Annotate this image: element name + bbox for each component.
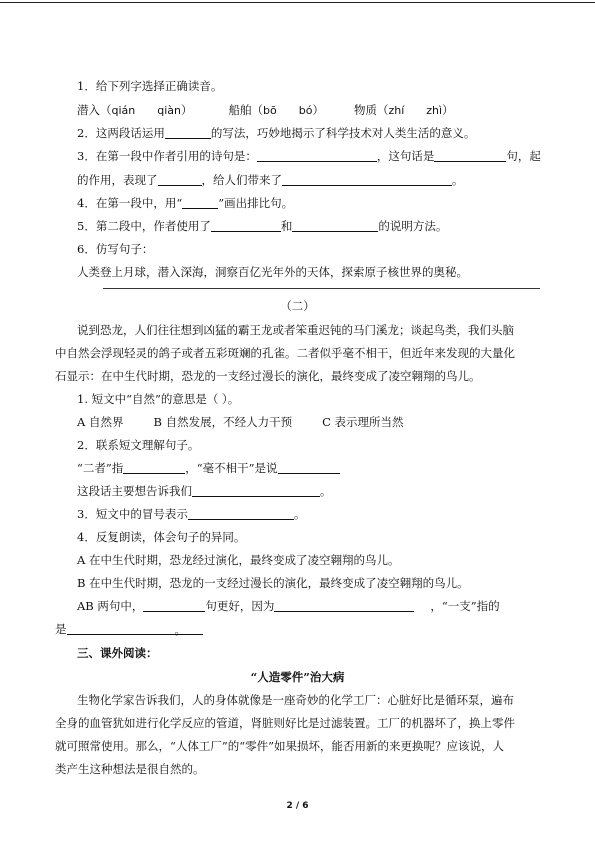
- q4-line: 4．在第一段中，用“ ”画出排比句。: [77, 196, 294, 210]
- q3-blank-4[interactable]: [282, 173, 452, 186]
- q3-line-2: 的作用，表现了 ，给人们带来了 。: [77, 173, 464, 187]
- section2-para-2: 中自然会浮现轻灵的鸽子或者五彩斑斓的孔雀。二者似乎毫不相干，但近年来发现的大量化: [55, 346, 515, 360]
- article-title: “人造零件”治大病: [250, 670, 345, 684]
- s2-ab-line: AB 两句中， 句更好，因为 ，“一支”指的: [77, 599, 500, 613]
- s2-q1-option-a: A 自然界: [77, 415, 124, 429]
- section3-heading: 三、课外阅读：: [77, 646, 158, 660]
- s2-q2: 2．联系短文理解句子。: [77, 438, 200, 452]
- s2-q4: 4．反复朗读，体会句子的异同。: [77, 530, 246, 544]
- s2-ab-line-2: 是 。: [55, 621, 203, 637]
- q1-item-1: 潜入（qián qiàn）: [77, 103, 193, 117]
- s2-q1: 1. 短文中“自然”的意思是（ ）。: [77, 392, 240, 406]
- s2-sentence-b: B 在中生代时期，恐龙的一支经过漫长的演化，最终变成了凌空翱翔的鸟儿。: [77, 576, 469, 590]
- section2-para-1: 说到恐龙，人们往往想到凶猛的霸王龙或者笨重迟钝的马门溪龙；谈起鸟类，我们头脑: [77, 323, 514, 337]
- page-number: 2 / 6: [286, 801, 309, 811]
- q1-options: [77, 102, 454, 119]
- q3-blank-2[interactable]: [434, 149, 506, 162]
- q6-title: 6．仿写句子：: [77, 242, 154, 256]
- q5-blank-1[interactable]: [211, 219, 281, 232]
- s2-q2-blank-3[interactable]: [192, 484, 320, 497]
- s2-q2-line-1: “二者”指 ，“毫不相干”是说: [77, 460, 340, 476]
- q2-line: 2．这两段话运用 的写法，巧妙地揭示了科学技术对人类生活的意义。: [77, 126, 476, 140]
- q1-item-2: 船舶（bō bó）: [228, 103, 324, 117]
- q6-sentence: 人类登上月球，潜入深海，洞察百亿光年外的天体，探索原子核世界的奥秘。: [77, 265, 468, 279]
- s2-q3-blank[interactable]: [188, 507, 294, 520]
- q3-blank-1[interactable]: [257, 149, 377, 162]
- s2-q1-option-c: C 表示理所当然: [322, 415, 404, 429]
- q1-item-3: 物质（zhí zhì）: [353, 103, 454, 117]
- article-para-3: 就可照常使用。那么，“人体工厂”的“零件”如果损坏，能否用新的来更换呢？应该说，人: [55, 739, 505, 753]
- top-border: [0, 2, 595, 3]
- s2-q1-options: [77, 414, 404, 430]
- s2-q2-blank-1[interactable]: [123, 461, 185, 474]
- article-para-1: 生物化学家告诉我们，人的身体就像是一座奇妙的化学工厂：心脏好比是循环泵，遍布: [77, 693, 514, 707]
- s2-ab-blank-2[interactable]: [274, 599, 414, 612]
- s2-q2-line-2: 这段话主要想告诉我们 。: [77, 484, 332, 498]
- section2-heading: （二）: [280, 299, 315, 313]
- s2-q2-blank-2[interactable]: [278, 461, 340, 474]
- article-para-2: 全身的血管犹如进行化学反应的管道，肾脏则好比是过滤装置。工厂的机器坏了，换上零件: [55, 716, 515, 730]
- q1-title: 1．给下列字选择正确读音。: [77, 79, 223, 93]
- q5-blank-2[interactable]: [292, 219, 378, 232]
- q5-line: 5．第二段中，作者使用了 和 的说明方法。: [77, 219, 448, 233]
- q3-line-1: 3．在第一段中作者引用的诗句是： ，这句话是 句，起: [77, 149, 541, 163]
- q3-blank-3[interactable]: [158, 173, 202, 186]
- q2-blank[interactable]: [165, 126, 211, 139]
- article-para-4: 类产生这种想法是很自然的。: [55, 762, 205, 776]
- s2-sentence-a: A 在中生代时期，恐龙经过演化，最终变成了凌空翱翔的鸟儿。: [77, 553, 400, 567]
- section2-para-3: 石显示：在中生代时期，恐龙的一支经过漫长的演化，最终变成了凌空翱翔的鸟儿。: [55, 369, 481, 383]
- s2-ab-blank-3[interactable]: 。: [67, 622, 203, 635]
- s2-q1-option-b: B 自然发展，不经人力干预: [153, 415, 293, 429]
- s2-q3: 3．短文中的冒号表示 。: [77, 507, 306, 521]
- s2-ab-blank-1[interactable]: [143, 599, 205, 612]
- q4-blank[interactable]: [182, 196, 218, 209]
- section-divider: [103, 288, 540, 289]
